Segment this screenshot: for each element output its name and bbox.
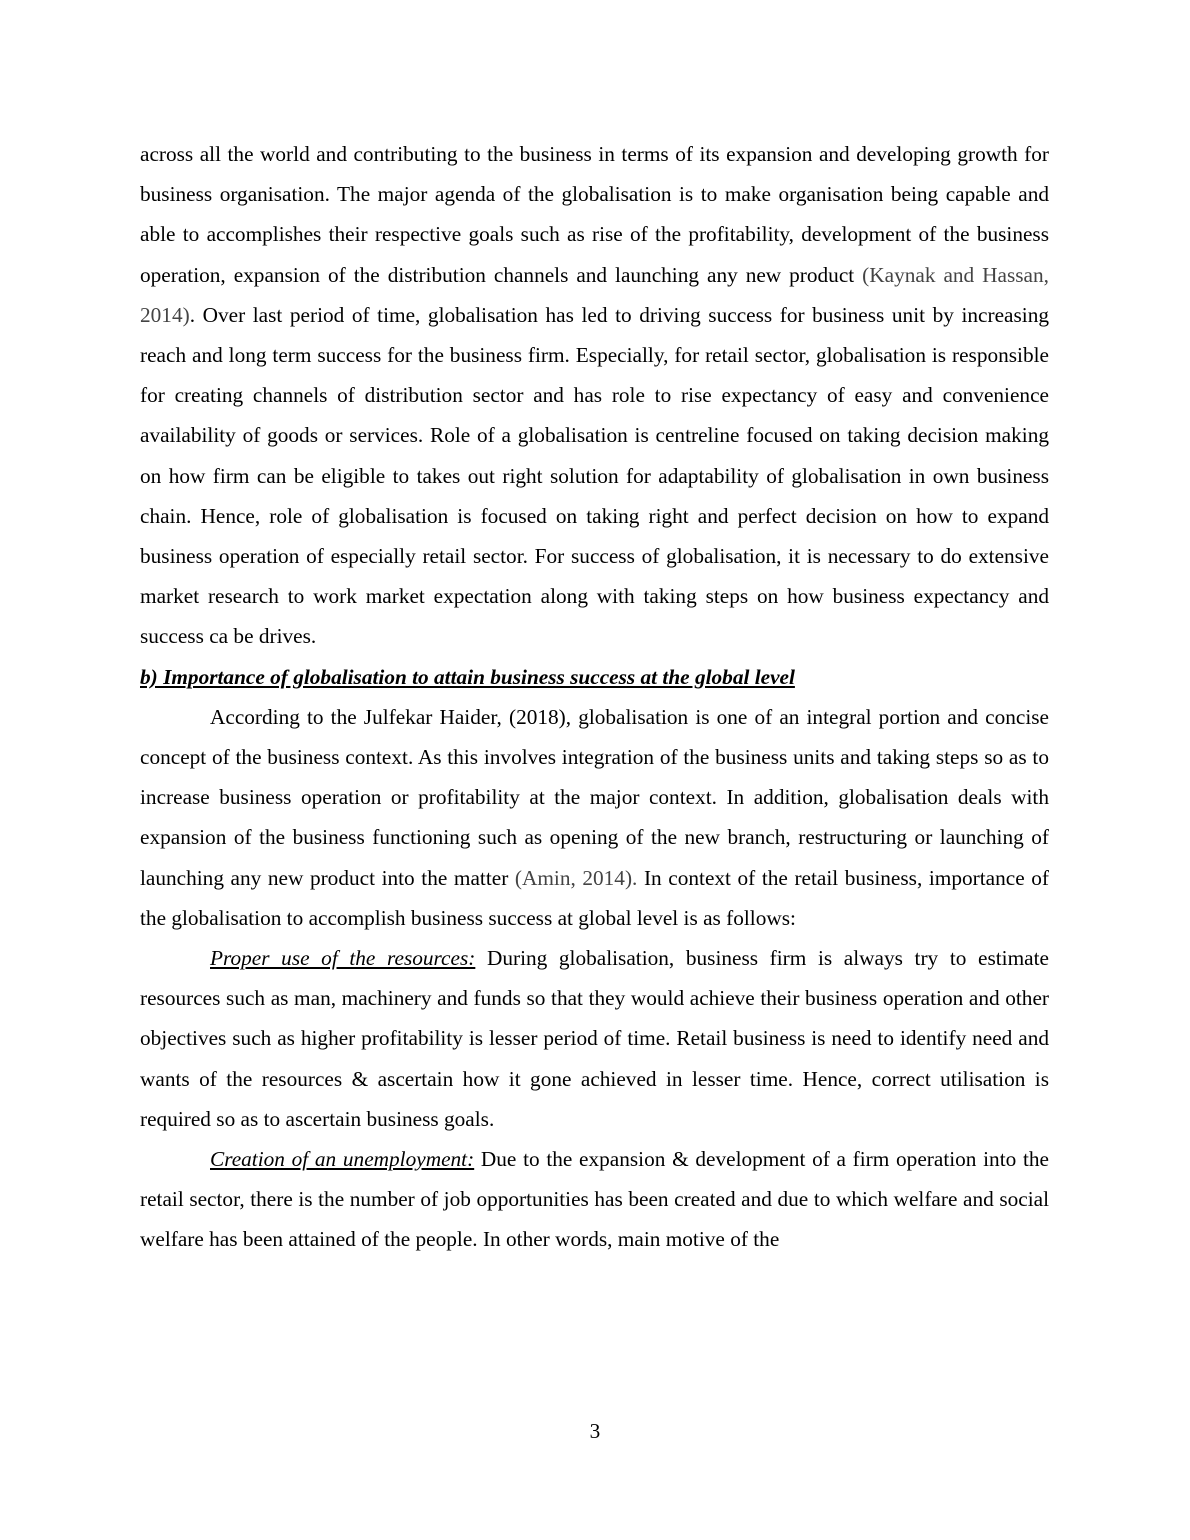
page-number: 3 [589, 1419, 601, 1443]
citation-amin: (Amin, 2014). [514, 865, 638, 890]
paragraph-text: . Over last period of time, globalisation has led to driving success for business unit by increasing reach and long term success for the business firm. Especially, for retail sector, globalisation is responsible for creating channels of distribution sector and has role to rise expectancy of easy and convenience availability of goods or services. Role of a globalisation is centreline focused on taking decision making on how firm can be eligible to takes out right solution for adaptability of globalisation in own business chain. Hence, role of globalisation is focused on taking right and perfect decision on how to expand business operation of especially retail sector. For success of globalisation, it is necessary to do extensive market research to work market expectation along with taking steps on how business expectancy and success ca be drives. [140, 302, 1049, 649]
term-proper-use-resources: Proper use of the resources: [210, 946, 476, 971]
paragraph-globalisation-role [140, 134, 1049, 657]
paragraph-importance [140, 697, 1049, 938]
document-body [140, 134, 1049, 1260]
section-heading-b: b) Importance of globalisation to attain business success at the global level [140, 664, 795, 689]
citation-kaynak-hassan: (Kaynak and Hassan, 2014) [140, 262, 1049, 327]
paragraph-text: During globalisation, business firm is always try to estimate resources such as man, machinery and funds so that they would achieve their business operation and other objectives such as higher profitability is lesser period of time. Retail business is need to identify need and wants of the resources & ascertain how it gone achieved in lesser time. Hence, correct utilisation is required so as to ascertain business goals. [140, 946, 1049, 1131]
paragraph-text: In context of the retail business, importance of the globalisation to accomplish business success at global level is as follows: [140, 865, 1049, 930]
paragraph-proper-use-resources [140, 938, 1049, 1139]
paragraph-text: Due to the expansion & development of a firm operation into the retail sector, there is the number of job opportunities has been created and due to which welfare and social welfare has been attained of the people. In other words, main motive of the [140, 1147, 1049, 1252]
term-creation-unemployment: Creation of an unemployment: [210, 1147, 475, 1172]
paragraph-text: across all the world and contributing to the business in terms of its expansion and developing growth for business organisation. The major agenda of the globalisation is to make organisation being capable and able to accomplishes their respective goals such as rise of the profitability, development of the business operation, expansion of the distribution channels and launching any new product [140, 142, 1049, 287]
paragraph-text: According to the Julfekar Haider, (2018), globalisation is one of an integral portion and concise concept of the business context. As this involves integration of the business units and taking steps so as to increase business operation or profitability at the major context. In addition, globalisation deals with expansion of the business functioning such as opening of the new branch, restructuring or launching of launching any new product into the matter [140, 704, 1049, 890]
paragraph-creation-unemployment [140, 1139, 1049, 1260]
